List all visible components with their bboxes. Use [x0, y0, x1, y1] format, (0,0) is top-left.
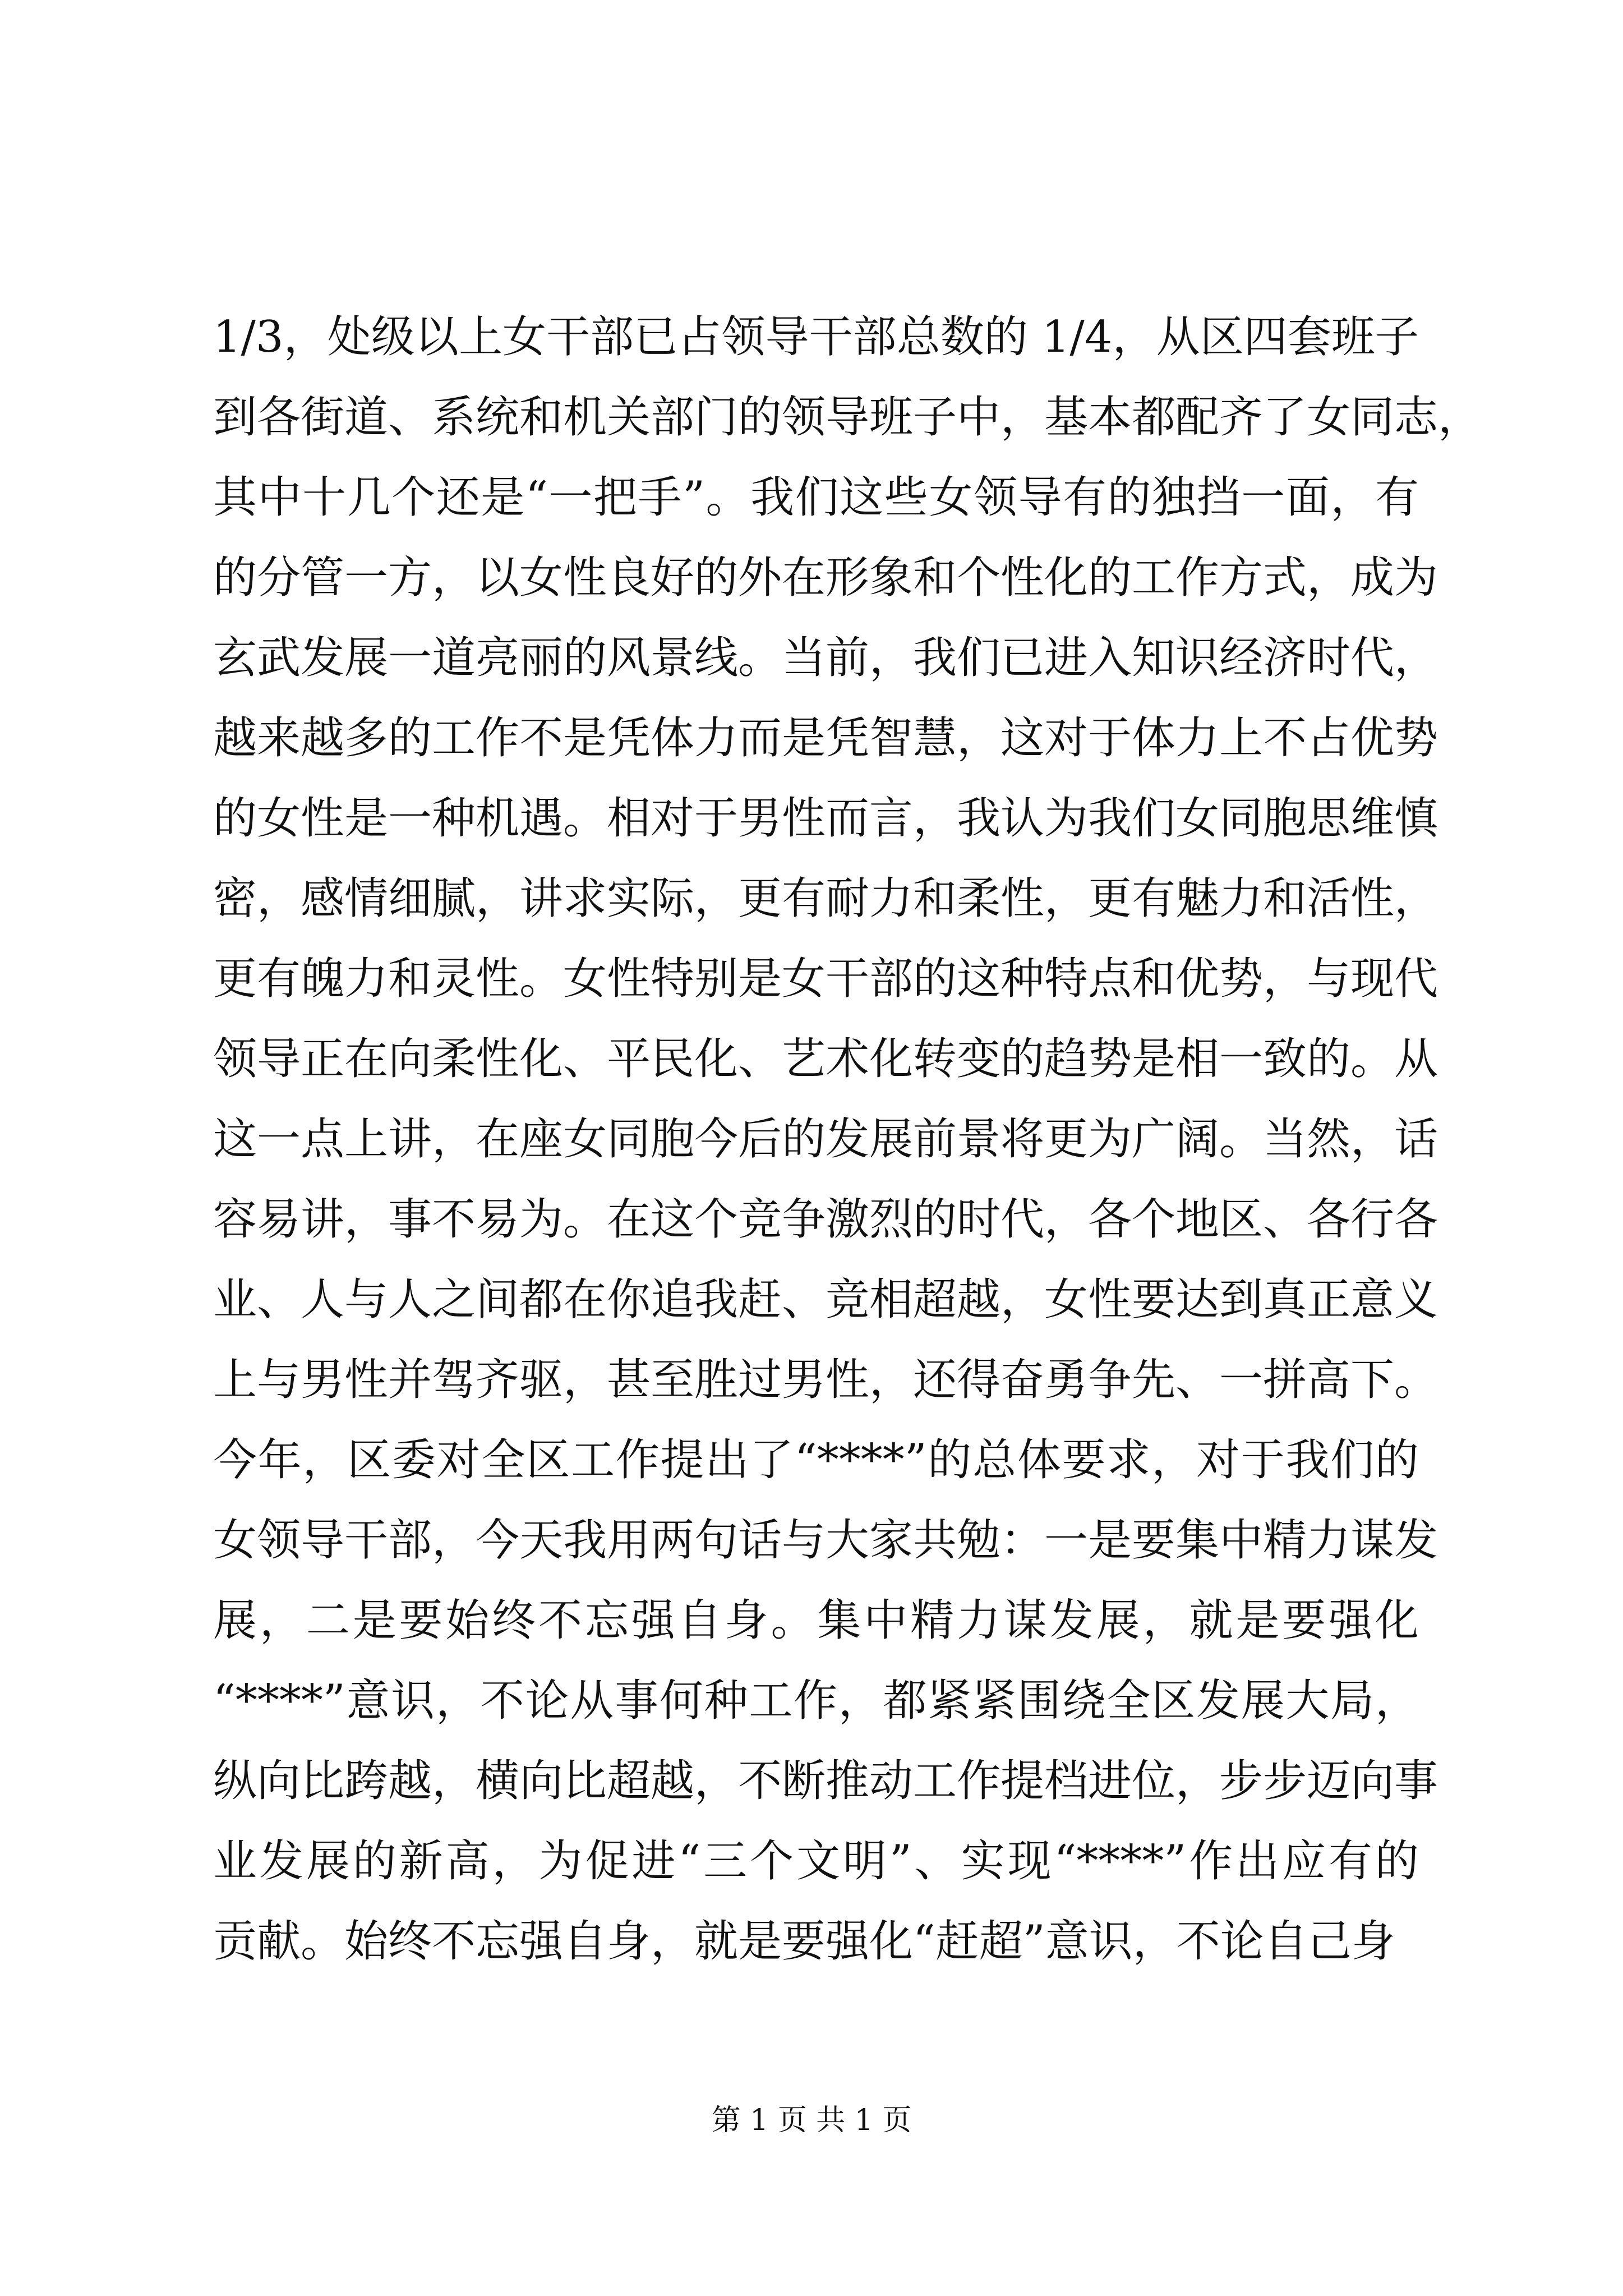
text-line: 的女性是一种机遇。相对于男性而言，我认为我们女同胞思维慎: [213, 793, 1438, 844]
text-line: 容易讲，事不易为。在这个竞争激烈的时代，各个地区、各行各: [213, 1194, 1438, 1245]
page-footer: 第 1 页 共 1 页: [711, 2104, 912, 2137]
text-line: 更有魄力和灵性。女性特别是女干部的这种特点和优势，与现代: [213, 954, 1438, 1004]
text-line: 领导正在向柔性化、平民化、艺术化转变的趋势是相一致的。从: [213, 1034, 1438, 1084]
text-line: 贡献。始终不忘强自身，就是要强化“赶超”意识，不论自己身: [213, 1916, 1395, 1967]
text-line: 的分管一方，以女性良好的外在形象和个性化的工作方式，成为: [213, 553, 1438, 603]
text-line: 纵向比跨越，横向比超越，不断推动工作提档进位，步步迈向事: [213, 1756, 1438, 1806]
text-line: 1/3，处级以上女干部已占领导干部总数的 1/4，从区四套班子: [213, 312, 1419, 362]
text-line: 今年，区委对全区工作提出了“****”的总体要求，对于我们的: [213, 1435, 1419, 1485]
text-line: 上与男性并驾齐驱，甚至胜过男性，还得奋勇争先、一拼高下。: [213, 1355, 1438, 1405]
text-line: 展，二是要始终不忘强自身。集中精力谋发展，就是要强化: [213, 1595, 1419, 1646]
text-line: 其中十几个还是“一把手”。我们这些女领导有的独挡一面，有: [213, 472, 1419, 523]
text-line: 业发展的新高，为促进“三个文明”、实现“****”作出应有的: [213, 1836, 1419, 1887]
text-line: “****”意识，不论从事何种工作，都紧紧围绕全区发展大局，: [213, 1676, 1419, 1726]
text-line: 到各街道、系统和机关部门的领导班子中，基本都配齐了女同志，: [213, 392, 1482, 443]
text-line: 玄武发展一道亮丽的风景线。当前，我们已进入知识经济时代，: [213, 633, 1438, 683]
text-line: 这一点上讲，在座女同胞今后的发展前景将更为广阔。当然，话: [213, 1114, 1438, 1165]
text-line: 越来越多的工作不是凭体力而是凭智慧，这对于体力上不占优势: [213, 713, 1438, 763]
text-line: 业、人与人之间都在你追我赶、竞相超越，女性要达到真正意义: [213, 1274, 1438, 1325]
body-text: [213, 297, 1482, 1982]
text-line: 女领导干部，今天我用两句话与大家共勉：一是要集中精力谋发: [213, 1515, 1438, 1566]
text-line: 密，感情细腻，讲求实际，更有耐力和柔性，更有魅力和活性，: [213, 873, 1438, 924]
